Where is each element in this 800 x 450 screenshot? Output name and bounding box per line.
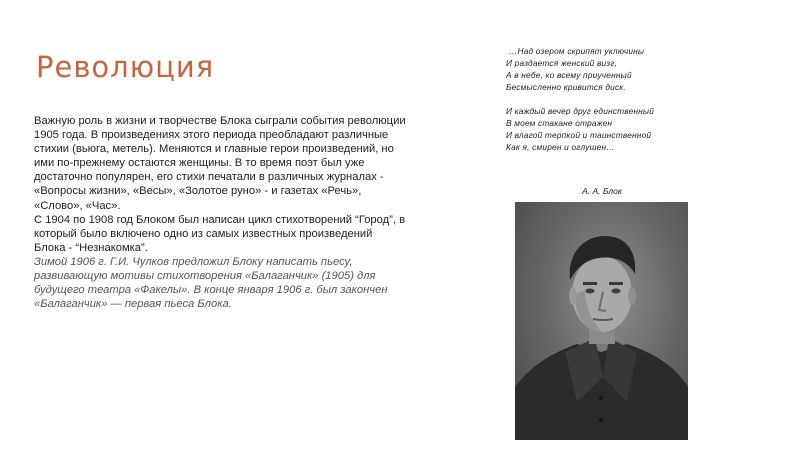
poem-line: В моем стакане отражен <box>506 118 613 128</box>
portrait-caption: А. А. Блок <box>582 186 622 196</box>
body-text <box>34 114 406 311</box>
poem-line: Как я, смирен и оглушен… <box>506 142 615 152</box>
quote-balaganchik: Зимой 1906 г. Г.И. Чулков предложил Блоку написать пьесу, развивающую мотивы стихотворения «Балаганчик» (1905) для будущего театра «Факелы». В конце января 1906 г. был закончен «Балаганчик» — первая пьеса Блока. <box>34 255 388 311</box>
poem-excerpt <box>506 45 706 153</box>
poem-line: Бесмысленно кривится диск. <box>506 82 626 92</box>
portrait-illustration <box>515 202 688 440</box>
poem-line: А в небе, ко всему приученный <box>506 70 632 80</box>
portrait-photo <box>515 202 688 440</box>
paragraph-city-cycle: С 1904 по 1908 год Блоком был написан цикл стихотворений “Город”, в который было включено одно из самых известных произведений Блока - “Незнакомка”. <box>34 213 406 254</box>
poem-line: И влагой терпкой и таинственной <box>506 130 652 140</box>
slide-title: Революция <box>36 50 215 84</box>
stanza-gap <box>506 93 706 105</box>
paragraph-revolution: Важную роль в жизни и творчестве Блока сыграли события революции 1905 года. В произведениях этого периода преобладают различные стихии (вьюга, метель). Меняются и главные герои произведений, но ими по-прежнему остаются женщины. В то время поэт был уже достаточно популярен, его стихи печатали в различных журналах - «Вопросы жизни», «Весы», «Золотое руно» - и газетах «Речь», «Слово», «Час». <box>34 115 406 212</box>
poem-line: …Над озером скрипят уключины <box>509 46 645 56</box>
poem-line: И раздается женский визг, <box>506 58 618 68</box>
poem-line: И каждый вечер друг единственный <box>506 106 655 116</box>
